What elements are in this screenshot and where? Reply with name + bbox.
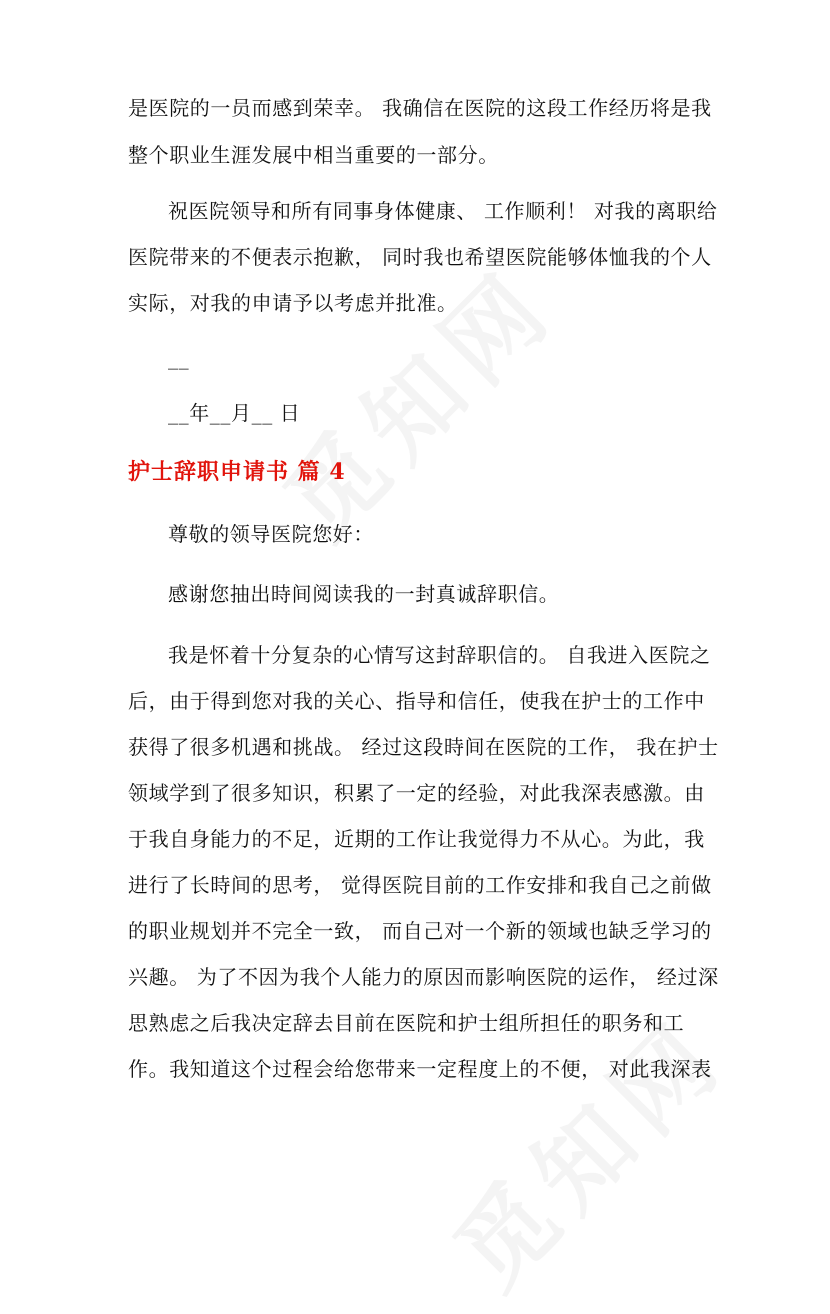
text-line: 于我自身能力的不足，近期的工作让我觉得力不从心。为此，我 [128, 827, 705, 851]
text-line: 的职业规划并不完全一致， 而自己对一个新的领域也缺乏学习的 [128, 919, 712, 943]
text-line: 整个职业生涯发展中相当重要的一部分。 [128, 143, 499, 167]
text-line: 获得了很多机遇和挑战。 经过这段時间在医院的工作， 我在护士 [128, 735, 719, 759]
text-line: 作。我知道这个过程会给您带来一定程度上的不便， 对此我深表 [128, 1057, 712, 1081]
text-line: 我是怀着十分复杂的心情写这封辞职信的。 自我进入医院之 [168, 643, 711, 667]
text-line: 实际，对我的申请予以考虑并批准。 [128, 291, 458, 315]
text-line: 后，由于得到您对我的关心、指导和信任，使我在护士的工作中 [128, 689, 705, 713]
text-line: 兴趣。 为了不因为我个人能力的原因而影响医院的运作， 经过深 [128, 965, 719, 989]
paragraph-thanks: 感谢您抽出時间阅读我的一封真诚辞职信。 [168, 582, 560, 606]
signature-line: __ [168, 346, 190, 370]
text-line: 进行了长時间的思考， 觉得医院目前的工作安排和我自己之前做 [128, 873, 712, 897]
date-line: __年__月__ 日 [168, 401, 301, 425]
text-line: 是医院的一员而感到荣幸。 我确信在医院的这段工作经历将是我 [128, 96, 712, 120]
text-line: 领域学到了很多知识，积累了一定的经验，对此我深表感激。由 [128, 781, 705, 805]
section-heading: 护士辞职申请书 篇 4 [128, 459, 346, 485]
salutation: 尊敬的领导医院您好： [168, 522, 374, 546]
text-line: 祝医院领导和所有同事身体健康、 工作顺利！ 对我的离职给 [168, 199, 718, 223]
text-line: 医院带来的不便表示抱歉， 同时我也希望医院能够体恤我的个人 [128, 245, 712, 269]
text-line: 思熟虑之后我决定辞去目前在医院和护士组所担任的职务和工 [128, 1011, 685, 1035]
